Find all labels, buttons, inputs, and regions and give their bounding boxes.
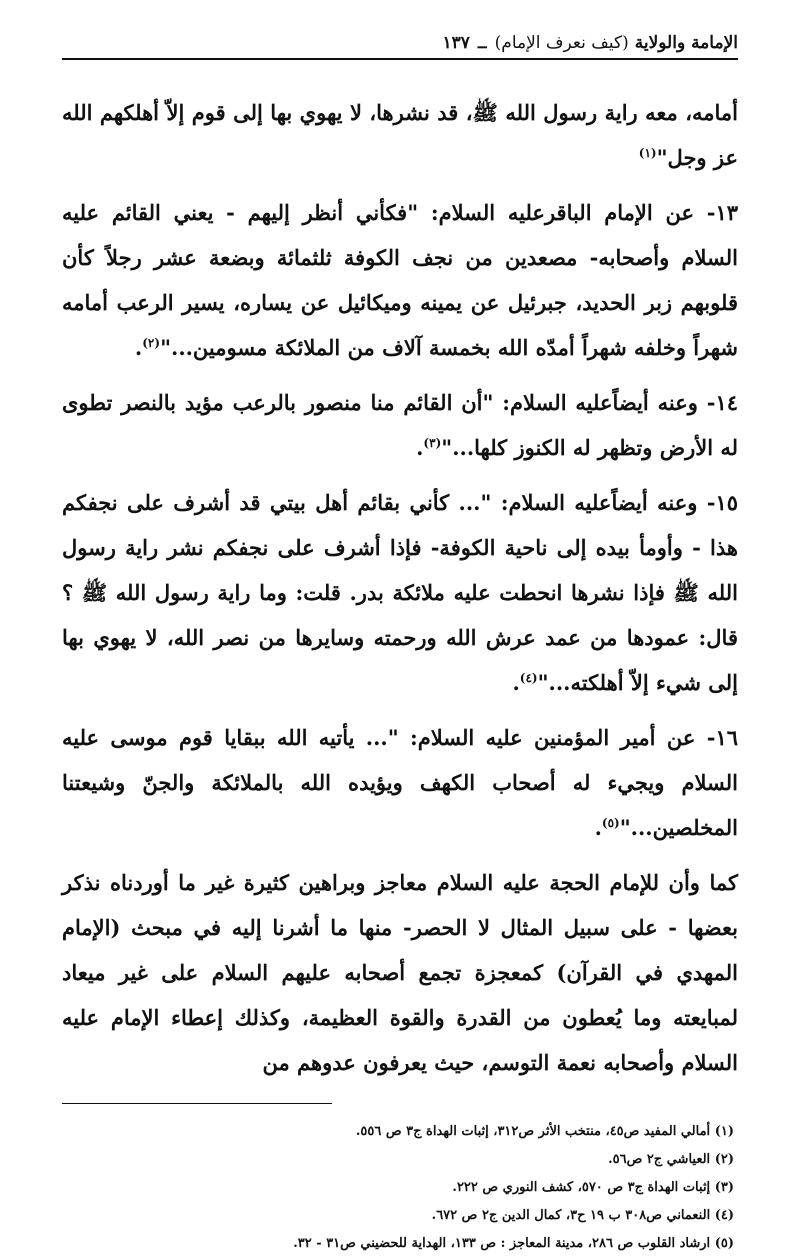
footnote: (١) أمالي المفيد ص٤٥، منتخب الأثر ص٣١٢، إثبات الهداة ج٣ ص ٥٥٦.	[355, 1124, 734, 1139]
page-number: ١٣٧	[442, 33, 470, 53]
footnote: (٢) العياشي ج٢ ص٥٦.	[608, 1152, 734, 1167]
header-separator: ــ	[477, 34, 487, 52]
paragraph: ١٤- وعنه أيضاًعليه السلام: "أن القائم منا منصور بالرعب مؤيد بالنصر تطوى له الأرض وتظهر له الكنوز كلها..."$^{(٣)}$.	[62, 390, 738, 460]
footnote: (٣) إثبات الهداة ج٣ ص ٥٧٠، كشف النوري ص ٢٢٢.	[452, 1180, 734, 1195]
paragraph: أمامه، معه راية رسول الله ﷺ، قد نشرها، لا يهوي بها إلى قوم إلاّ أهلكهم الله عز وجل"$^{(١)}$	[62, 100, 738, 170]
footnote-ref: (٢)	[142, 336, 161, 350]
footnote-ref: (٤)	[519, 671, 538, 685]
header-subtitle: (كيف نعرف الإمام)	[494, 33, 629, 53]
paragraph: كما وأن للإمام الحجة عليه السلام معاجز وبراهين كثيرة غير ما أوردناه نذكر بعضها - على سبيل المثال لا الحصر- منها ما أشرنا إليه في مبحث (الإمام المهدي في القرآن) كمعجزة تجمع أصحابه عليهم السلام على غير ميعاد لمبايعته وما يُعطون من القدرة والقوة العظيمة، وكذلك إعطاء الإمام عليه السلام وأصحابه نعمة التوسم، حيث يعرفون عدوهم من	[62, 870, 738, 1075]
book-page	[62, 28, 738, 1258]
footnote-ref: (١)	[638, 146, 657, 160]
footnote-divider	[62, 1103, 332, 1104]
footnotes	[62, 1118, 738, 1258]
footnote-ref: (٣)	[423, 436, 442, 450]
footnote: (٤) النعماني ص٣٠٨ ب ١٩ ح٣، كمال الدين ج٢ ص ٦٧٢.	[431, 1208, 734, 1223]
paragraph: ١٦- عن أمير المؤمنين عليه السلام: "... يأتيه الله ببقايا قوم موسى عليه السلام ويجيء له أصحاب الكهف ويؤيده الله بالملائكة والجنّ وشيعتنا المخلصين..."$^{(٥)}$.	[62, 725, 738, 840]
footnote: (٥) ارشاد القلوب ص ٢٨٦، مدينة المعاجز : ص ١٣٣، الهداية للحضيني ص٣١ - ٣٢.	[293, 1236, 734, 1251]
body-text	[62, 90, 738, 1085]
paragraph: ١٣- عن الإمام الباقرعليه السلام: "فكأني أنظر إليهم - يعني القائم عليه السلام وأصحابه- مصعدين من نجف الكوفة ثلثمائة وبضعة عشر رجلاً كأن قلوبهم زبر الحديد، جبرئيل عن يمينه وميكائيل عن يساره، يسير الرعب أمامه شهراً وخلفه شهراً أمدّه الله بخمسة آلاف من الملائكة مسومين..."$^{(٢)}$.	[62, 200, 738, 360]
header-title: الإمامة والولاية	[634, 33, 738, 53]
footnote-ref: (٥)	[601, 816, 620, 830]
running-header	[62, 28, 738, 60]
paragraph: ١٥- وعنه أيضاًعليه السلام: "... كأني بقائم أهل بيتي قد أشرف على نجفكم هذا - وأومأ بيده إلى ناحية الكوفة- فإذا أشرف على نجفكم نشر راية رسول الله ﷺ فإذا نشرها انحطت عليه ملائكة بدر. قلت: وما راية رسول الله ﷺ ؟ قال: عمودها من عمد عرش الله ورحمته وسايرها من نصر الله، لا يهوي بها إلى شيء إلاّ أهلكته..."$^{(٤)}$.	[62, 490, 738, 695]
